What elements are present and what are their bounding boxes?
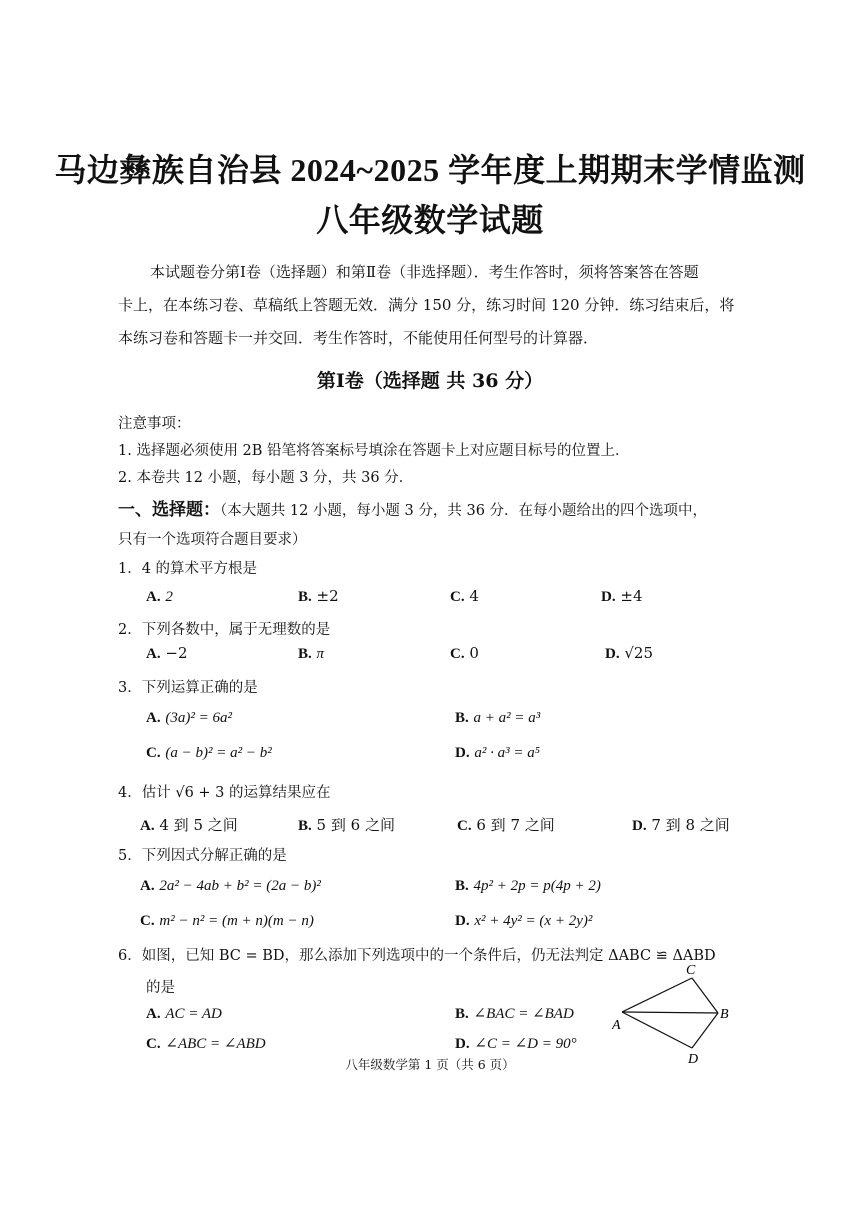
question-1-stem: 1．4 的算术平方根是 (118, 561, 258, 577)
part-description: （本大题共 12 小题，每小题 3 分，共 36 分．在每小题给出的四个选项中， (220, 503, 708, 519)
triangle-figure (612, 960, 742, 1066)
note-2: 2. 本卷共 12 小题，每小题 3 分，共 36 分． (118, 470, 414, 486)
q6-option-a: A. AC = AD (146, 1006, 222, 1022)
exam-subtitle: 八年级数学试题 (316, 202, 544, 238)
segment-db (692, 1013, 718, 1048)
part-description-2: 只有一个选项符合题目要求） (118, 532, 307, 548)
question-6-stem-2: 的是 (146, 980, 175, 996)
segment-ad (622, 1012, 692, 1048)
note-1: 1. 选择题必须使用 2B 铅笔将答案标号填涂在答题卡上对应题目标号的位置上． (118, 443, 630, 459)
instructions-line-2: 卡上，在本练习卷、草稿纸上答题无效．满分 150 分，练习时间 120 分钟．练习结束后，将 (118, 296, 735, 314)
q5-option-b: B. 4p² + 2p = p(4p + 2) (455, 878, 601, 894)
q2-option-c: C. 0 (450, 644, 479, 662)
vertex-label-c: C (686, 963, 696, 978)
q1-option-b: B. ±2 (298, 587, 339, 605)
page-footer: 八年级数学第 1 页（共 6 页） (345, 1057, 515, 1072)
q3-option-d: D. a² · a³ = a⁵ (455, 745, 540, 761)
vertex-label-a: A (612, 1018, 621, 1033)
segment-cb (692, 978, 718, 1013)
q1-option-d: D. ±4 (601, 587, 643, 605)
question-4-stem: 4．估计 √6 + 3 的运算结果应在 (118, 785, 331, 801)
vertex-label-d: D (688, 1052, 699, 1066)
exam-title: 马边彝族自治县 2024~2025 学年度上期期末学情监测 (54, 152, 806, 188)
part-heading: 一、选择题： (118, 500, 220, 520)
question-2-stem: 2．下列各数中，属于无理数的是 (118, 622, 331, 638)
q4-option-b: B. 5 到 6 之间 (298, 816, 395, 834)
q5-option-c: C. m² − n² = (m + n)(m − n) (140, 913, 314, 929)
q6-option-b: B. ∠BAC = ∠BAD (455, 1006, 574, 1022)
q1-option-c: C. 4 (450, 587, 479, 605)
part-heading-row (118, 495, 707, 520)
notes-header: 注意事项： (118, 416, 191, 432)
q6-option-d: D. ∠C = ∠D = 90° (455, 1036, 577, 1052)
q3-option-c: C. (a − b)² = a² − b² (146, 745, 272, 761)
vertex-label-b: B (720, 1007, 729, 1022)
q4-option-d: D. 7 到 8 之间 (632, 816, 730, 834)
question-3-stem: 3．下列运算正确的是 (118, 680, 258, 696)
q4-option-a: A. 4 到 5 之间 (140, 816, 238, 834)
q2-option-a: A. −2 (146, 644, 188, 662)
question-6-stem: 6．如图，已知 BC = BD，那么添加下列选项中的一个条件后，仍无法判定 ΔABC ≌ ΔABD (118, 948, 716, 964)
instructions-line-3: 本练习卷和答题卡一并交回．考生作答时，不能使用任何型号的计算器． (118, 329, 599, 347)
q4-option-c: C. 6 到 7 之间 (457, 816, 555, 834)
instructions-paragraph (118, 256, 750, 355)
q5-option-a: A. 2a² − 4ab + b² = (2a − b)² (140, 878, 321, 894)
q3-option-a: A. (3a)² = 6a² (146, 710, 232, 726)
instructions-line-1: 本试题卷分第Ⅰ卷（选择题）和第Ⅱ卷（非选择题）．考生作答时，须将答案答在答题 (150, 263, 699, 281)
q2-option-d: D. √25 (605, 644, 654, 662)
q3-option-b: B. a + a² = a³ (455, 710, 541, 726)
section-title: 第Ⅰ卷（选择题 共 36 分） (316, 370, 544, 392)
question-5-stem: 5．下列因式分解正确的是 (118, 848, 287, 864)
segment-ac (622, 978, 692, 1012)
q1-option-a: A. 2 (146, 589, 173, 605)
q5-option-d: D. x² + 4y² = (x + 2y)² (455, 913, 593, 929)
q6-option-c: C. ∠ABC = ∠ABD (146, 1036, 266, 1052)
q2-option-b: B. π (298, 646, 325, 662)
segment-ab (622, 1012, 718, 1013)
